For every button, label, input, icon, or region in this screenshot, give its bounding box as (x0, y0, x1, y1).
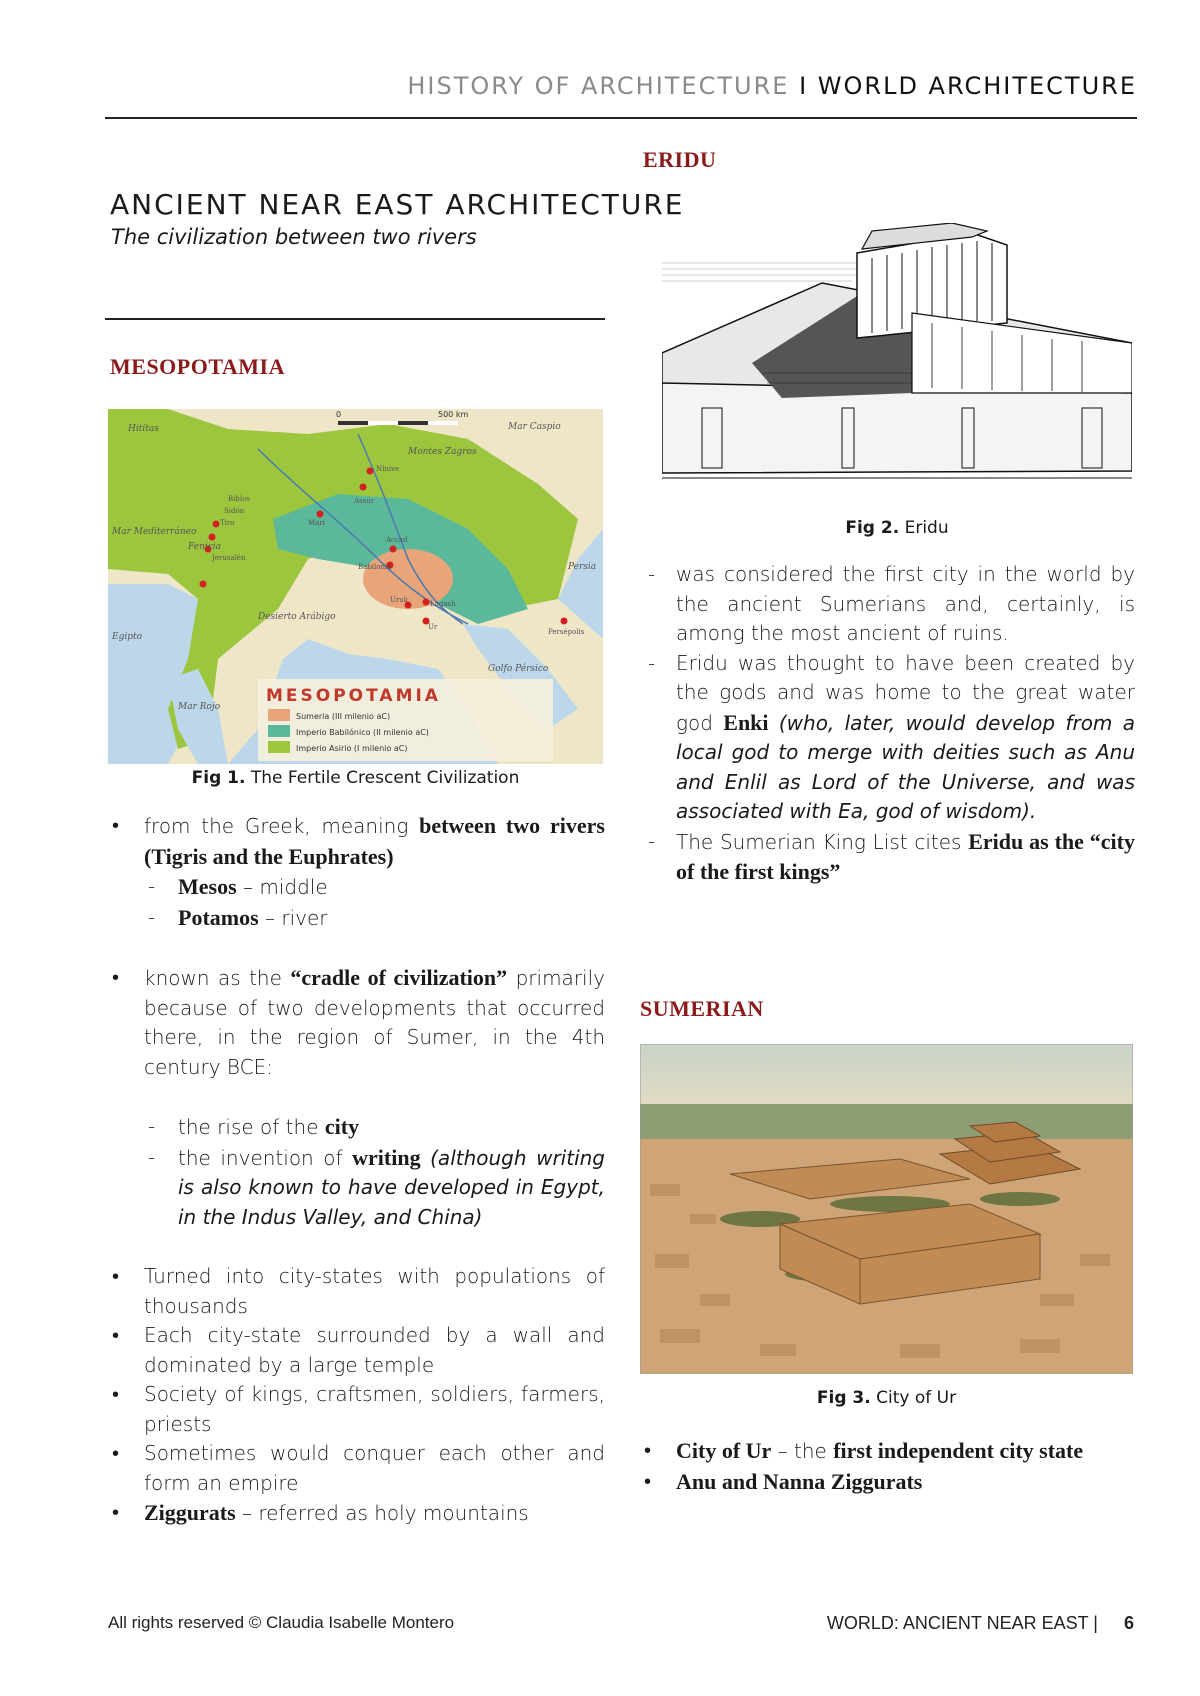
list-item: • Ziggurats – referred as holy mountains (108, 1498, 605, 1529)
map-label: Tiro (220, 519, 235, 527)
header-separator: I (799, 72, 809, 100)
list-item: • from the Greek, meaning between two rivers (Tigris and the Euphrates) (108, 811, 605, 872)
list-item: • Turned into city-states with populations of thousands (108, 1262, 605, 1321)
map-label: Golfo Pérsico (488, 664, 549, 674)
fig3-caption (640, 1388, 1133, 1408)
fig1-caption (108, 768, 603, 788)
fig2-text: Eridu (904, 518, 949, 538)
eridu-illustration (662, 223, 1132, 498)
map-label: Ur (428, 623, 438, 631)
footer-section-label: WORLD: ANCIENT NEAR EAST | (826, 1613, 1098, 1633)
list-item: • Sometimes would conquer each other and form an empire (108, 1439, 605, 1498)
map-scale-right: 500 km (438, 410, 469, 419)
list-item: - Potamos – river (108, 903, 605, 934)
document-subtitle: The civilization between two rivers (111, 225, 477, 249)
map-label: Mar Caspio (508, 422, 561, 432)
map-label: Sidón (224, 507, 245, 515)
fig1-text: The Fertile Crescent Civilization (250, 768, 520, 788)
map-legend-entry: Imperio Asirio (I milenio aC) (296, 744, 408, 753)
list-item: • Society of kings, craftsmen, soldiers, farmers, priests (108, 1380, 605, 1439)
header-right: WORLD ARCHITECTURE (817, 72, 1137, 100)
map-label: Montes Zagros (408, 447, 477, 457)
header-left: HISTORY OF ARCHITECTURE (407, 72, 790, 100)
list-item: • known as the “cradle of civilization” primarily because of two developments that occurred there, in the region of Sumer, in the 4th century BCE: (108, 963, 605, 1082)
map-label: Hititas (128, 424, 159, 434)
ur-painting (640, 1044, 1133, 1374)
map-label: Mar Rojo (178, 702, 221, 712)
map-legend-entry: Imperio Babilónico (II milenio aC) (296, 728, 429, 737)
map-label: Biblos (228, 495, 250, 503)
fig2-caption (662, 518, 1132, 538)
mesopotamia-text (108, 811, 605, 1529)
map-label: Mar Mediterráneo (112, 527, 197, 537)
running-header (105, 72, 1137, 100)
document-title: ANCIENT NEAR EAST ARCHITECTURE (110, 188, 685, 221)
map-label: Persépolis (548, 628, 585, 636)
map-label: Jerusalén (212, 554, 246, 562)
map-graphic (108, 409, 603, 764)
map-label: Uruk (390, 596, 408, 604)
list-item: • City of Ur – the first independent city state (640, 1436, 1135, 1467)
fig2-label: Fig 2. (845, 518, 900, 538)
fig1-label: Fig 1. (191, 768, 246, 788)
fig3-text: City of Ur (876, 1388, 957, 1408)
fig3-label: Fig 3. (816, 1388, 871, 1408)
list-item: • Each city-state surrounded by a wall and dominated by a large temple (108, 1321, 605, 1380)
list-item: • Anu and Nanna Ziggurats (640, 1467, 1135, 1498)
eridu-text (640, 560, 1135, 888)
list-item: - The Sumerian King List cites Eridu as the “city of the first kings” (640, 827, 1135, 888)
map-legend-entry: Sumeria (III milenio aC) (296, 712, 391, 721)
list-item: - was considered the first city in the world by the ancient Sumerians and, certainly, is among the most ancient of ruins. (640, 560, 1135, 649)
map-title: MESOPOTAMIA (266, 686, 441, 706)
list-item: - the rise of the city (108, 1112, 605, 1143)
map-label: Fenicia (188, 542, 222, 552)
eridu-heading: ERIDU (643, 147, 717, 172)
eridu-drawing (662, 223, 1132, 498)
page-number: 6 (1123, 1613, 1134, 1633)
map-label: Assur (354, 497, 375, 505)
map-label: Babilonia (358, 563, 392, 571)
mesopotamia-heading: MESOPOTAMIA (110, 354, 285, 379)
footer-section (827, 1613, 1134, 1634)
map-label: Egipto (112, 632, 143, 642)
map-scale-left: 0 (336, 410, 342, 419)
mesopotamia-map (108, 409, 603, 764)
list-item: - Eridu was thought to have been created by the gods and was home to the great water god Enki (who, later, would develop from a local god to merge with deities such as Anu and Enlil as Lord of the Universe, and was associated with Ea, god of wisdom). (640, 649, 1135, 827)
sumerian-heading: SUMERIAN (640, 996, 764, 1021)
map-label: Accad (386, 536, 408, 544)
map-label: Nínive (376, 465, 400, 473)
map-label: Persia (568, 562, 597, 572)
map-label: Desierto Arábigo (258, 612, 336, 622)
footer-copyright: All rights reserved © Claudia Isabelle Montero (108, 1613, 455, 1632)
title-rule (105, 318, 605, 320)
map-label: Mari (308, 519, 325, 527)
map-label: Lagash (430, 600, 456, 608)
list-item: - Mesos – middle (108, 872, 605, 903)
header-rule (105, 117, 1137, 119)
sumerian-text (640, 1436, 1135, 1497)
list-item: - the invention of writing (although writing is also known to have developed in Egypt, in the Indus Valley, and China) (108, 1143, 605, 1233)
ur-illustration (640, 1044, 1133, 1374)
